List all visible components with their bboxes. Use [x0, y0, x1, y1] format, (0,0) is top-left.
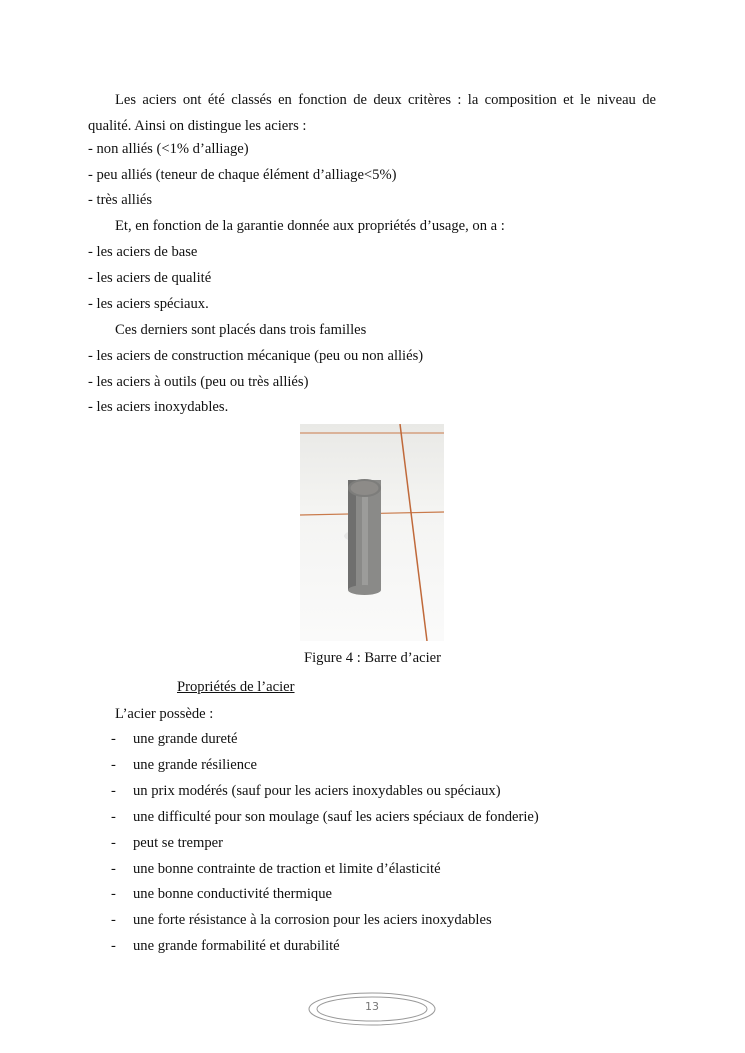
list-item: - les aciers inoxydables.: [88, 399, 229, 415]
property-item: - une bonne conductivité thermique: [111, 886, 332, 902]
page-number: [307, 991, 437, 1027]
property-item: - un prix modérés (sauf pour les aciers inoxydables ou spéciaux): [111, 783, 501, 799]
families-intro: Ces derniers sont placés dans trois familles: [115, 322, 367, 338]
properties-intro: L’acier possède :: [115, 706, 214, 722]
intro-paragraph: Les aciers ont été classés en fonction de deux critères : la composition et le niveau de qualité. Ainsi on distingue les aciers :: [88, 92, 656, 134]
list-item: - les aciers de base: [88, 244, 198, 260]
list-item: - les aciers à outils (peu ou très alliés): [88, 374, 309, 390]
list-item: - les aciers de construction mécanique (peu ou non alliés): [88, 348, 424, 364]
property-item: - une forte résistance à la corrosion pour les aciers inoxydables: [111, 912, 492, 928]
list-item: - très alliés: [88, 192, 153, 208]
usage-intro: Et, en fonction de la garantie donnée aux propriétés d’usage, on a :: [115, 218, 505, 234]
property-item: - peut se tremper: [111, 835, 223, 851]
property-item: - une grande dureté: [111, 731, 238, 747]
list-item: - peu alliés (teneur de chaque élément d’alliage<5%): [88, 167, 397, 183]
property-item: - une bonne contrainte de traction et limite d’élasticité: [111, 861, 441, 877]
page-number-text: 13: [365, 1000, 379, 1013]
property-item: - une difficulté pour son moulage (sauf les aciers spéciaux de fonderie): [111, 809, 539, 825]
property-item: - une grande formabilité et durabilité: [111, 938, 340, 954]
list-item: - les aciers spéciaux.: [88, 296, 209, 312]
section-heading: Propriétés de l’acier: [177, 679, 295, 695]
property-item: - une grande résilience: [111, 757, 257, 773]
figure-caption: Figure 4 : Barre d’acier: [304, 650, 441, 666]
steel-bar-photo: [300, 424, 444, 641]
list-item: - non alliés (<1% d’alliage): [88, 141, 249, 157]
list-item: - les aciers de qualité: [88, 270, 212, 286]
